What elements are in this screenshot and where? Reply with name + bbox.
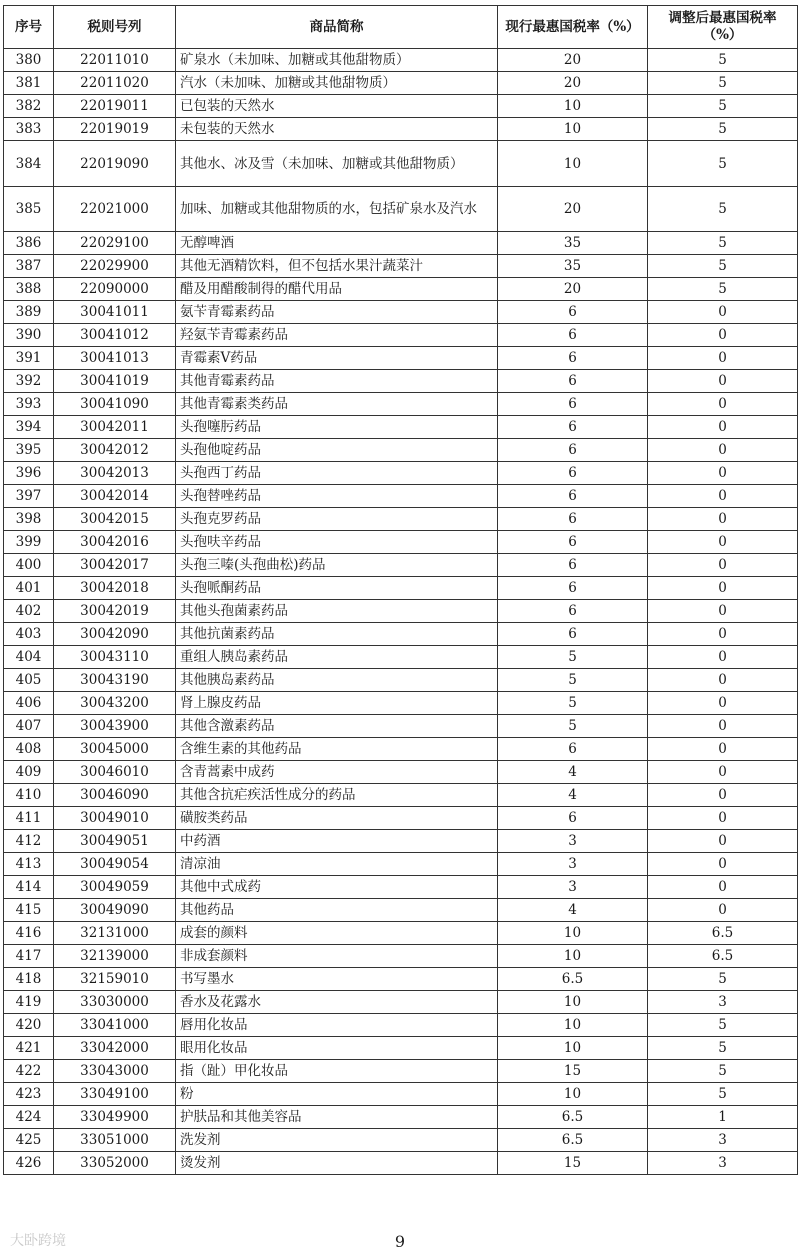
cell-current-rate: 15: [498, 1060, 648, 1083]
cell-name: 其他含抗疟疾活性成分的药品: [176, 784, 498, 807]
cell-adjusted-rate: 0: [648, 899, 798, 922]
table-row: [4, 232, 798, 255]
cell-seq: 420: [4, 1014, 54, 1037]
table-row: [4, 738, 798, 761]
cell-adjusted-rate: 0: [648, 646, 798, 669]
cell-adjusted-rate: 0: [648, 416, 798, 439]
header-current-rate: 现行最惠国税率（%）: [498, 6, 648, 49]
cell-adjusted-rate: 0: [648, 531, 798, 554]
cell-adjusted-rate: 5: [648, 255, 798, 278]
table-row: [4, 118, 798, 141]
cell-current-rate: 6: [498, 439, 648, 462]
cell-current-rate: 35: [498, 232, 648, 255]
cell-current-rate: 20: [498, 187, 648, 232]
cell-name: 重组人胰岛素药品: [176, 646, 498, 669]
cell-seq: 396: [4, 462, 54, 485]
cell-seq: 403: [4, 623, 54, 646]
cell-adjusted-rate: 0: [648, 508, 798, 531]
cell-code: 30049059: [54, 876, 176, 899]
cell-name: 清凉油: [176, 853, 498, 876]
cell-current-rate: 20: [498, 278, 648, 301]
cell-seq: 409: [4, 761, 54, 784]
table-row: [4, 324, 798, 347]
cell-seq: 394: [4, 416, 54, 439]
cell-current-rate: 6.5: [498, 1129, 648, 1152]
cell-adjusted-rate: 5: [648, 141, 798, 187]
cell-name: 其他含激素药品: [176, 715, 498, 738]
cell-code: 33052000: [54, 1152, 176, 1175]
cell-code: 30041012: [54, 324, 176, 347]
cell-code: 33041000: [54, 1014, 176, 1037]
table-body: [4, 49, 798, 1175]
header-name: 商品简称: [176, 6, 498, 49]
cell-code: 32131000: [54, 922, 176, 945]
cell-current-rate: 5: [498, 646, 648, 669]
table-row: [4, 761, 798, 784]
cell-name: 头孢噻肟药品: [176, 416, 498, 439]
cell-adjusted-rate: 6.5: [648, 945, 798, 968]
cell-adjusted-rate: 5: [648, 1083, 798, 1106]
cell-seq: 424: [4, 1106, 54, 1129]
table-row: [4, 278, 798, 301]
cell-current-rate: 6: [498, 577, 648, 600]
cell-adjusted-rate: 0: [648, 393, 798, 416]
cell-current-rate: 10: [498, 1083, 648, 1106]
cell-current-rate: 10: [498, 95, 648, 118]
cell-current-rate: 6: [498, 623, 648, 646]
cell-seq: 397: [4, 485, 54, 508]
cell-seq: 412: [4, 830, 54, 853]
cell-seq: 385: [4, 187, 54, 232]
cell-adjusted-rate: 0: [648, 577, 798, 600]
table-row: [4, 1152, 798, 1175]
cell-adjusted-rate: 5: [648, 232, 798, 255]
cell-code: 30043900: [54, 715, 176, 738]
cell-name: 羟氨苄青霉素药品: [176, 324, 498, 347]
cell-code: 30041019: [54, 370, 176, 393]
cell-name: 磺胺类药品: [176, 807, 498, 830]
cell-name: 非成套颜料: [176, 945, 498, 968]
cell-code: 33049100: [54, 1083, 176, 1106]
cell-code: 32139000: [54, 945, 176, 968]
cell-seq: 384: [4, 141, 54, 187]
table-row: [4, 531, 798, 554]
table-row: [4, 72, 798, 95]
cell-code: 30049051: [54, 830, 176, 853]
table-row: [4, 830, 798, 853]
cell-current-rate: 6: [498, 301, 648, 324]
cell-adjusted-rate: 3: [648, 1152, 798, 1175]
cell-adjusted-rate: 0: [648, 692, 798, 715]
cell-name: 其他水、冰及雪（未加味、加糖或其他甜物质）: [176, 141, 498, 187]
cell-current-rate: 3: [498, 876, 648, 899]
cell-current-rate: 6: [498, 485, 648, 508]
cell-current-rate: 10: [498, 1014, 648, 1037]
cell-code: 30043190: [54, 669, 176, 692]
cell-adjusted-rate: 6.5: [648, 922, 798, 945]
cell-adjusted-rate: 0: [648, 738, 798, 761]
cell-current-rate: 10: [498, 118, 648, 141]
cell-seq: 390: [4, 324, 54, 347]
cell-name: 其他中式成药: [176, 876, 498, 899]
cell-current-rate: 10: [498, 945, 648, 968]
cell-name: 唇用化妆品: [176, 1014, 498, 1037]
cell-code: 30046010: [54, 761, 176, 784]
cell-adjusted-rate: 0: [648, 623, 798, 646]
cell-seq: 392: [4, 370, 54, 393]
table-row: [4, 922, 798, 945]
cell-adjusted-rate: 5: [648, 1014, 798, 1037]
table-row: [4, 508, 798, 531]
cell-current-rate: 5: [498, 692, 648, 715]
cell-current-rate: 6: [498, 416, 648, 439]
cell-name: 中药酒: [176, 830, 498, 853]
cell-adjusted-rate: 0: [648, 301, 798, 324]
cell-seq: 416: [4, 922, 54, 945]
cell-name: 含青蒿素中成药: [176, 761, 498, 784]
cell-name: 香水及花露水: [176, 991, 498, 1014]
cell-code: 30042090: [54, 623, 176, 646]
cell-adjusted-rate: 5: [648, 1060, 798, 1083]
cell-adjusted-rate: 3: [648, 991, 798, 1014]
table-row: [4, 1060, 798, 1083]
cell-code: 30042015: [54, 508, 176, 531]
cell-code: 30042012: [54, 439, 176, 462]
cell-code: 30042017: [54, 554, 176, 577]
cell-seq: 417: [4, 945, 54, 968]
cell-code: 22019090: [54, 141, 176, 187]
cell-seq: 422: [4, 1060, 54, 1083]
cell-adjusted-rate: 0: [648, 830, 798, 853]
table-row: [4, 416, 798, 439]
cell-seq: 402: [4, 600, 54, 623]
cell-code: 22011020: [54, 72, 176, 95]
cell-adjusted-rate: 0: [648, 600, 798, 623]
cell-current-rate: 20: [498, 72, 648, 95]
cell-seq: 413: [4, 853, 54, 876]
cell-adjusted-rate: 5: [648, 118, 798, 141]
table-row: [4, 141, 798, 187]
cell-seq: 419: [4, 991, 54, 1014]
table-row: [4, 577, 798, 600]
cell-seq: 381: [4, 72, 54, 95]
cell-code: 30043200: [54, 692, 176, 715]
cell-name: 其他药品: [176, 899, 498, 922]
cell-name: 其他无酒精饮料，但不包括水果汁蔬菜汁: [176, 255, 498, 278]
table-row: [4, 899, 798, 922]
cell-code: 30042019: [54, 600, 176, 623]
cell-code: 30045000: [54, 738, 176, 761]
cell-adjusted-rate: 5: [648, 72, 798, 95]
cell-seq: 382: [4, 95, 54, 118]
table-row: [4, 554, 798, 577]
cell-seq: 418: [4, 968, 54, 991]
cell-seq: 393: [4, 393, 54, 416]
cell-adjusted-rate: 0: [648, 485, 798, 508]
cell-name: 肾上腺皮药品: [176, 692, 498, 715]
table-row: [4, 968, 798, 991]
cell-name: 眼用化妆品: [176, 1037, 498, 1060]
cell-current-rate: 6: [498, 554, 648, 577]
cell-current-rate: 6: [498, 370, 648, 393]
cell-adjusted-rate: 1: [648, 1106, 798, 1129]
table-row: [4, 95, 798, 118]
cell-current-rate: 10: [498, 922, 648, 945]
cell-current-rate: 6: [498, 347, 648, 370]
cell-name: 头孢呋辛药品: [176, 531, 498, 554]
cell-name: 指（趾）甲化妆品: [176, 1060, 498, 1083]
cell-adjusted-rate: 5: [648, 278, 798, 301]
cell-adjusted-rate: 5: [648, 49, 798, 72]
cell-code: 22019019: [54, 118, 176, 141]
cell-adjusted-rate: 5: [648, 968, 798, 991]
table-row: [4, 1106, 798, 1129]
cell-seq: 421: [4, 1037, 54, 1060]
cell-current-rate: 5: [498, 715, 648, 738]
cell-name: 无醇啤酒: [176, 232, 498, 255]
table-row: [4, 1037, 798, 1060]
table-row: [4, 600, 798, 623]
table-row: [4, 439, 798, 462]
cell-name: 成套的颜料: [176, 922, 498, 945]
cell-name: 头孢三嗪(头孢曲松)药品: [176, 554, 498, 577]
cell-name: 头孢西丁药品: [176, 462, 498, 485]
table-row: [4, 784, 798, 807]
cell-name: 其他头孢菌素药品: [176, 600, 498, 623]
cell-seq: 411: [4, 807, 54, 830]
cell-code: 33042000: [54, 1037, 176, 1060]
table-row: [4, 623, 798, 646]
cell-current-rate: 4: [498, 784, 648, 807]
cell-code: 33049900: [54, 1106, 176, 1129]
cell-current-rate: 10: [498, 991, 648, 1014]
cell-adjusted-rate: 0: [648, 807, 798, 830]
table-row: [4, 462, 798, 485]
cell-current-rate: 35: [498, 255, 648, 278]
table-row: [4, 876, 798, 899]
table-row: [4, 255, 798, 278]
cell-code: 32159010: [54, 968, 176, 991]
table-header-row: [4, 6, 798, 49]
cell-code: 22011010: [54, 49, 176, 72]
cell-current-rate: 6.5: [498, 968, 648, 991]
cell-code: 22090000: [54, 278, 176, 301]
cell-name: 醋及用醋酸制得的醋代用品: [176, 278, 498, 301]
cell-name: 加味、加糖或其他甜物质的水，包括矿泉水及汽水: [176, 187, 498, 232]
table-row: [4, 692, 798, 715]
cell-current-rate: 6: [498, 738, 648, 761]
cell-code: 30042016: [54, 531, 176, 554]
cell-name: 书写墨水: [176, 968, 498, 991]
cell-code: 33051000: [54, 1129, 176, 1152]
cell-code: 30049090: [54, 899, 176, 922]
cell-adjusted-rate: 0: [648, 669, 798, 692]
cell-adjusted-rate: 0: [648, 347, 798, 370]
cell-seq: 383: [4, 118, 54, 141]
cell-code: 30042013: [54, 462, 176, 485]
cell-current-rate: 15: [498, 1152, 648, 1175]
table-row: [4, 807, 798, 830]
cell-code: 33043000: [54, 1060, 176, 1083]
cell-current-rate: 6: [498, 462, 648, 485]
cell-current-rate: 6: [498, 807, 648, 830]
cell-code: 22029100: [54, 232, 176, 255]
cell-name: 其他青霉素药品: [176, 370, 498, 393]
cell-seq: 410: [4, 784, 54, 807]
table-row: [4, 715, 798, 738]
cell-name: 头孢替唑药品: [176, 485, 498, 508]
cell-seq: 388: [4, 278, 54, 301]
cell-code: 30049010: [54, 807, 176, 830]
cell-current-rate: 4: [498, 899, 648, 922]
cell-code: 22021000: [54, 187, 176, 232]
cell-adjusted-rate: 5: [648, 95, 798, 118]
cell-seq: 400: [4, 554, 54, 577]
table-row: [4, 991, 798, 1014]
table-row: [4, 945, 798, 968]
cell-name: 头孢他啶药品: [176, 439, 498, 462]
cell-code: 30043110: [54, 646, 176, 669]
cell-adjusted-rate: 0: [648, 761, 798, 784]
cell-name: 粉: [176, 1083, 498, 1106]
cell-code: 30042018: [54, 577, 176, 600]
cell-name: 护肤品和其他美容品: [176, 1106, 498, 1129]
table-row: [4, 370, 798, 393]
cell-current-rate: 5: [498, 669, 648, 692]
cell-seq: 389: [4, 301, 54, 324]
cell-current-rate: 6.5: [498, 1106, 648, 1129]
cell-code: 30042014: [54, 485, 176, 508]
cell-name: 已包装的天然水: [176, 95, 498, 118]
cell-code: 30046090: [54, 784, 176, 807]
cell-code: 33030000: [54, 991, 176, 1014]
cell-current-rate: 20: [498, 49, 648, 72]
cell-name: 烫发剂: [176, 1152, 498, 1175]
cell-adjusted-rate: 3: [648, 1129, 798, 1152]
cell-seq: 398: [4, 508, 54, 531]
cell-code: 30041090: [54, 393, 176, 416]
cell-seq: 399: [4, 531, 54, 554]
table-row: [4, 646, 798, 669]
table-row: [4, 853, 798, 876]
cell-seq: 426: [4, 1152, 54, 1175]
cell-code: 30042011: [54, 416, 176, 439]
cell-adjusted-rate: 5: [648, 1037, 798, 1060]
cell-seq: 406: [4, 692, 54, 715]
cell-name: 其他青霉素类药品: [176, 393, 498, 416]
table-row: [4, 49, 798, 72]
cell-adjusted-rate: 0: [648, 554, 798, 577]
cell-current-rate: 6: [498, 508, 648, 531]
cell-seq: 386: [4, 232, 54, 255]
cell-seq: 401: [4, 577, 54, 600]
cell-seq: 405: [4, 669, 54, 692]
cell-seq: 425: [4, 1129, 54, 1152]
cell-name: 头孢克罗药品: [176, 508, 498, 531]
cell-seq: 404: [4, 646, 54, 669]
cell-seq: 407: [4, 715, 54, 738]
table-row: [4, 1129, 798, 1152]
cell-code: 30041013: [54, 347, 176, 370]
watermark-text: 大卧跨境: [10, 1233, 66, 1249]
cell-name: 矿泉水（未加味、加糖或其他甜物质）: [176, 49, 498, 72]
cell-name: 汽水（未加味、加糖或其他甜物质）: [176, 72, 498, 95]
cell-code: 22019011: [54, 95, 176, 118]
table-row: [4, 187, 798, 232]
cell-seq: 414: [4, 876, 54, 899]
cell-current-rate: 3: [498, 853, 648, 876]
cell-current-rate: 3: [498, 830, 648, 853]
cell-current-rate: 4: [498, 761, 648, 784]
cell-name: 含维生素的其他药品: [176, 738, 498, 761]
cell-current-rate: 10: [498, 141, 648, 187]
cell-adjusted-rate: 0: [648, 439, 798, 462]
cell-seq: 395: [4, 439, 54, 462]
cell-current-rate: 10: [498, 1037, 648, 1060]
table-row: [4, 485, 798, 508]
cell-adjusted-rate: 0: [648, 715, 798, 738]
cell-name: 其他胰岛素药品: [176, 669, 498, 692]
cell-name: 洗发剂: [176, 1129, 498, 1152]
cell-name: 未包装的天然水: [176, 118, 498, 141]
cell-name: 青霉素V药品: [176, 347, 498, 370]
cell-seq: 391: [4, 347, 54, 370]
header-seq: 序号: [4, 6, 54, 49]
cell-current-rate: 6: [498, 600, 648, 623]
cell-current-rate: 6: [498, 531, 648, 554]
cell-current-rate: 6: [498, 324, 648, 347]
header-code: 税则号列: [54, 6, 176, 49]
table-row: [4, 301, 798, 324]
cell-adjusted-rate: 0: [648, 876, 798, 899]
cell-adjusted-rate: 0: [648, 324, 798, 347]
cell-adjusted-rate: 0: [648, 853, 798, 876]
cell-name: 其他抗菌素药品: [176, 623, 498, 646]
table-row: [4, 1014, 798, 1037]
cell-adjusted-rate: 0: [648, 784, 798, 807]
cell-code: 30041011: [54, 301, 176, 324]
header-adjusted-rate: 调整后最惠国税率（%）: [648, 6, 798, 49]
cell-seq: 423: [4, 1083, 54, 1106]
cell-adjusted-rate: 0: [648, 370, 798, 393]
cell-current-rate: 6: [498, 393, 648, 416]
cell-adjusted-rate: 5: [648, 187, 798, 232]
cell-seq: 387: [4, 255, 54, 278]
table-row: [4, 669, 798, 692]
cell-seq: 415: [4, 899, 54, 922]
table-row: [4, 1083, 798, 1106]
cell-seq: 408: [4, 738, 54, 761]
cell-seq: 380: [4, 49, 54, 72]
cell-name: 氨苄青霉素药品: [176, 301, 498, 324]
tariff-table: [3, 5, 798, 1175]
page-number: 9: [394, 1232, 406, 1251]
table-row: [4, 393, 798, 416]
cell-code: 22029900: [54, 255, 176, 278]
cell-name: 头孢哌酮药品: [176, 577, 498, 600]
table-row: [4, 347, 798, 370]
cell-code: 30049054: [54, 853, 176, 876]
cell-adjusted-rate: 0: [648, 462, 798, 485]
